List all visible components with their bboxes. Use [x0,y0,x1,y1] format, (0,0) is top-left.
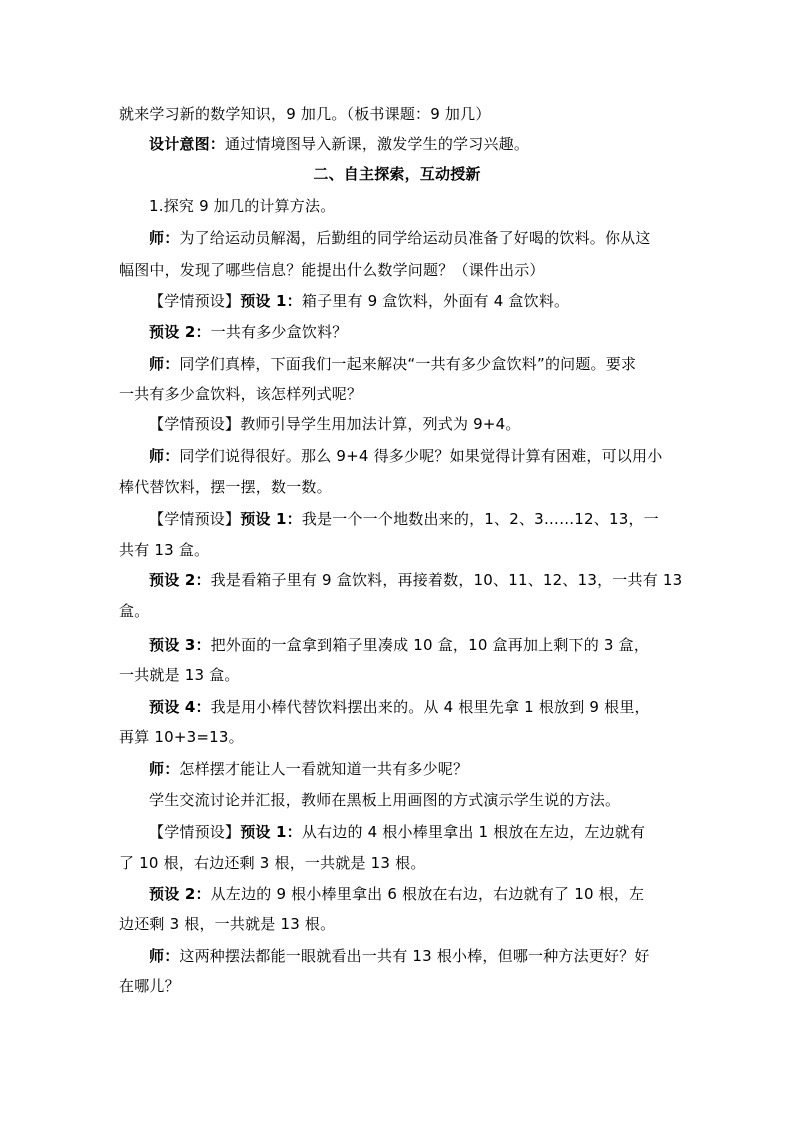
text-line: 盒。 [119,602,150,620]
teacher-line: 师：这两种摆法都能一眼就看出一共有 13 根小棒，但哪一种方法更好？好 [149,947,650,965]
preset-line: 预设 2：一共有多少盒饮料？ [149,323,348,341]
text-line-1: 就来学习新的数学知识，9 加几。（板书课题：9 加几） [119,105,491,123]
preset-line: 预设 2：我是看箱子里有 9 盒饮料，再接着数，10、11、12、13，一共有 13 [149,571,683,589]
text-line: 棒代替饮料，摆一摆，数一数。 [119,478,332,496]
text-line: 了 10 根，右边还剩 3 根，一共就是 13 根。 [119,854,426,872]
preset-line: 【学情预设】教师引导学生用加法计算，列式为 9+4。 [149,415,521,433]
text-line: 学生交流讨论并汇报，教师在黑板上用画图的方式演示学生说的方法。 [149,791,621,809]
preset-line: 【学情预设】预设 1：我是一个一个地数出来的，1、2、3……12、13，一 [149,510,659,528]
preset-line: 【学情预设】预设 1：从右边的 4 根小棒里拿出 1 根放在左边，左边就有 [149,823,646,841]
teacher-line: 师：同学们真棒，下面我们一起来解决“一共有多少盒饮料”的问题。要求 [149,355,637,373]
text-line: 幅图中，发现了哪些信息？能提出什么数学问题？（课件出示） [119,261,545,279]
teacher-line: 师：怎样摆才能让人一看就知道一共有多少呢？ [149,760,469,778]
teacher-line: 师：为了给运动员解渴，后勤组的同学给运动员准备了好喝的饮料。你从这 [149,229,651,247]
design-intent-line: 设计意图：通过情境图导入新课，激发学生的学习兴趣。 [149,135,530,153]
text-line: 再算 10+3=13。 [119,728,244,746]
preset-line: 预设 2：从左边的 9 根小棒里拿出 6 根放在右边，右边就有了 10 根，左 [149,885,645,903]
subsection-title: 1.探究 9 加几的计算方法。 [149,197,336,215]
section-heading: 二、自主探索，互动授新 [313,165,481,183]
text-line: 边还剩 3 根，一共就是 13 根。 [119,915,336,933]
preset-line: 【学情预设】预设 1：箱子里有 9 盒饮料，外面有 4 盒饮料。 [149,292,570,310]
text-line: 共有 13 盒。 [119,541,210,559]
text-line: 在哪儿？ [119,977,180,995]
preset-line: 预设 4：我是用小棒代替饮料摆出来的。从 4 根里先拿 1 根放到 9 根里， [149,698,650,716]
text-line: 一共就是 13 盒。 [119,666,240,684]
teacher-line: 师：同学们说得很好。那么 9+4 得多少呢？如果觉得计算有困难，可以用小 [149,447,663,465]
preset-line: 预设 3：把外面的一盒拿到箱子里凑成 10 盒，10 盒再加上剩下的 3 盒， [149,636,650,654]
text-line: 一共有多少盒饮料，该怎样列式呢？ [119,385,363,403]
